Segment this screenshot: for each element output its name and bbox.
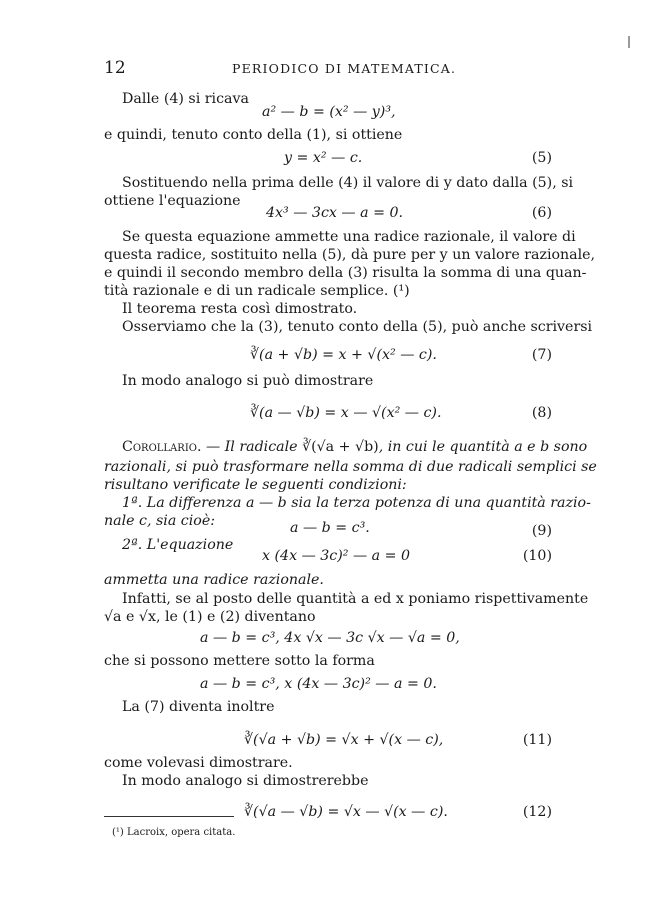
paragraph-line: ottiene l'equazione: [104, 193, 241, 209]
equation-10: x (4x — 3c)² — a = 0: [262, 548, 411, 564]
paragraph-line: Il teorema resta così dimostrato.: [122, 301, 358, 317]
equation-11: ∛(√a + √b) = √x + √(x — c),: [244, 732, 444, 748]
running-title: PERIODICO DI MATEMATICA.: [232, 61, 457, 76]
equation-number: (5): [531, 150, 552, 166]
equation-number: (8): [531, 405, 552, 421]
corollary-label: Corollario.: [122, 439, 202, 455]
corollary-radical: ∛(√a + √b): [302, 439, 379, 455]
condition-line: 2ª. L'equazione: [122, 537, 234, 553]
equation: a² — b = (x² — y)³,: [262, 104, 396, 120]
corollary-line: risultano verificate le seguenti condizioni:: [104, 477, 407, 493]
equation-9: a — b = c³.: [290, 520, 370, 536]
equation-number: (7): [531, 347, 552, 363]
corollary-line: razionali, si può trasformare nella somma di due radicali semplici se: [104, 459, 597, 475]
equation-number: (10): [522, 548, 552, 564]
equation-number: (12): [522, 804, 552, 820]
equation-6: 4x³ — 3cx — a = 0.: [266, 205, 404, 221]
paragraph-line: Se questa equazione ammette una radice razionale, il valore di: [122, 229, 576, 245]
paragraph-line: In modo analogo si dimostrerebbe: [122, 773, 369, 789]
equation-number: (6): [531, 205, 552, 221]
equation-8: ∛(a — √b) = x — √(x² — c).: [250, 405, 442, 421]
condition-line: nale c, sia cioè:: [104, 513, 215, 529]
equation: a — b = c³, 4x √x — 3c √x — √a = 0,: [200, 630, 460, 646]
equation-number: (11): [522, 732, 552, 748]
paragraph-line: che si possono mettere sotto la forma: [104, 653, 375, 669]
paragraph-line: e quindi il secondo membro della (3) risulta la somma di una quan-: [104, 265, 587, 281]
corollary-text: , in cui le quantità a e b sono: [378, 439, 588, 455]
paragraph-line: In modo analogo si può dimostrare: [122, 373, 374, 389]
equation-number: (9): [531, 523, 552, 539]
paragraph-line: Dalle (4) si ricava: [122, 91, 249, 107]
equation: a — b = c³, x (4x — 3c)² — a = 0.: [200, 676, 437, 692]
equation-7: ∛(a + √b) = x + √(x² — c).: [250, 347, 437, 363]
paragraph-line: e quindi, tenuto conto della (1), si ottiene: [104, 127, 403, 143]
equation-12: ∛(√a — √b) = √x — √(x — c).: [244, 804, 448, 820]
footnote: (¹) Lacroix, opera citata.: [112, 827, 236, 838]
paragraph-line: Infatti, se al posto delle quantità a ed x poniamo rispettivamente: [122, 591, 589, 607]
paragraph-line: tità razionale e di un radicale semplice. (¹): [104, 283, 410, 299]
condition-line: ammetta una radice razionale.: [104, 572, 324, 588]
paragraph-line: La (7) diventa inoltre: [122, 699, 275, 715]
paragraph-line: questa radice, sostituito nella (5), dà pure per y un valore razionale,: [104, 247, 596, 263]
paragraph-line: come volevasi dimostrare.: [104, 755, 293, 771]
corollary-text: — Il radicale: [201, 439, 303, 455]
condition-line: 1ª. La differenza a — b sia la terza potenza di una quantità razio-: [122, 495, 591, 511]
page-number: 12: [104, 58, 126, 78]
margin-mark: [628, 36, 630, 48]
corollary-line: [122, 438, 588, 456]
equation-5: y = x² — c.: [284, 150, 363, 166]
page-header: [0, 58, 655, 80]
paragraph-line: Sostituendo nella prima delle (4) il valore di y dato dalla (5), si: [122, 175, 574, 191]
paragraph-line: Osserviamo che la (3), tenuto conto della (5), può anche scriversi: [122, 319, 593, 335]
footnote-rule: [104, 816, 234, 817]
paragraph-line: √a e √x, le (1) e (2) diventano: [104, 609, 316, 625]
